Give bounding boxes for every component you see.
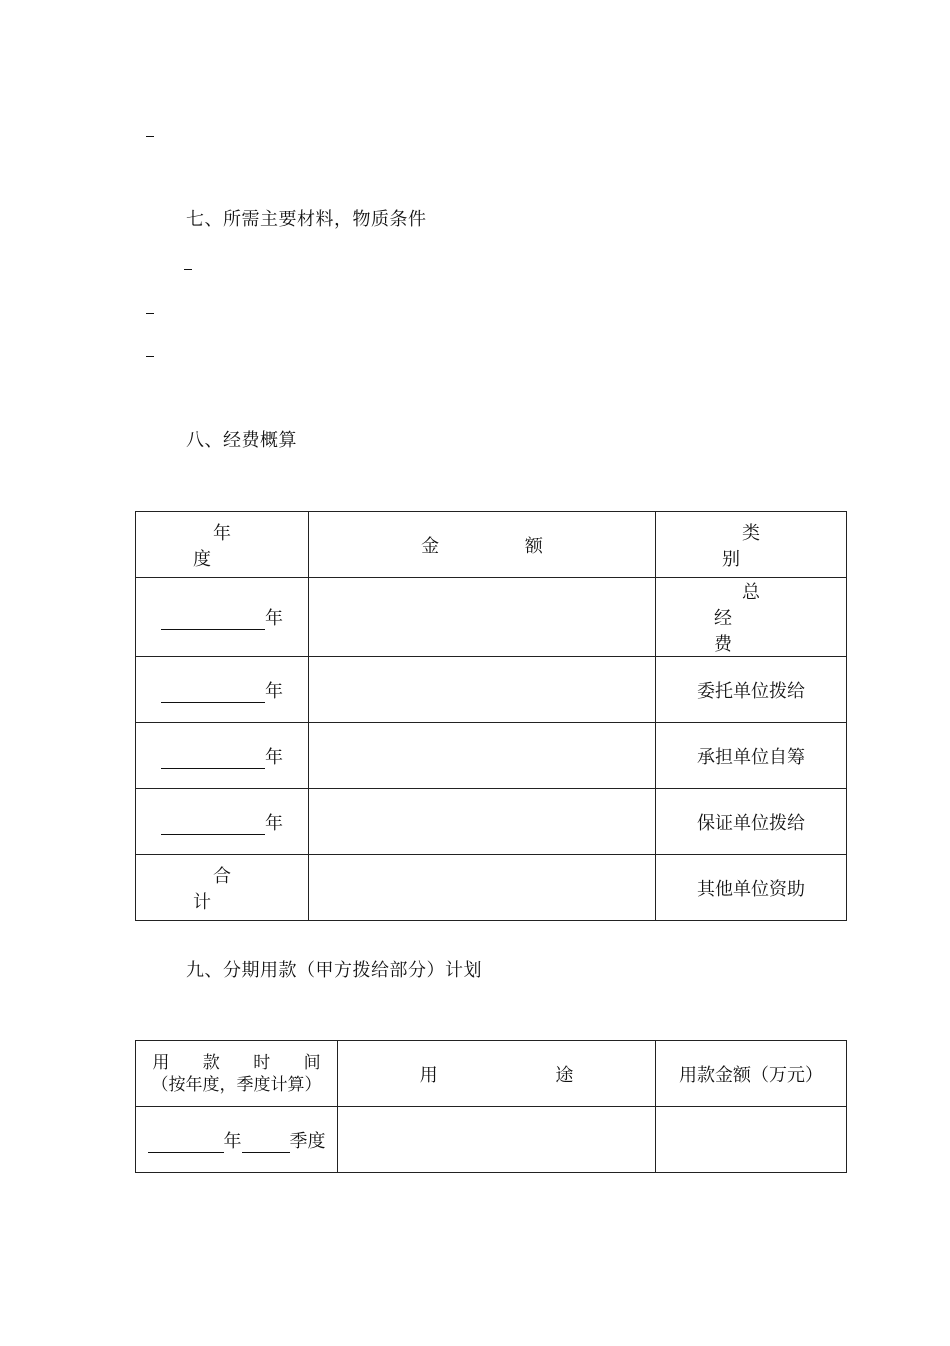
dash-mark <box>146 136 154 137</box>
header-usage: 用 途 <box>338 1041 656 1107</box>
amount-cell[interactable] <box>309 789 656 855</box>
section7-heading: 七、所需主要材料，物质条件 <box>186 209 427 230</box>
usage-cell[interactable] <box>338 1107 656 1173</box>
category-cell: 其他单位资助 <box>656 855 847 921</box>
time-cell[interactable]: 年 季度 <box>136 1107 338 1173</box>
table-row <box>136 1107 847 1173</box>
table-row <box>136 657 847 723</box>
category-cell: 承担单位自筹 <box>656 723 847 789</box>
amount-cell[interactable] <box>309 578 656 657</box>
amount-cell[interactable] <box>656 1107 847 1173</box>
header-amount: 金 额 <box>309 512 656 578</box>
dash-mark <box>184 269 192 270</box>
table-row <box>136 789 847 855</box>
table-header-row <box>136 512 847 578</box>
amount-cell[interactable] <box>309 723 656 789</box>
table-header-row <box>136 1041 847 1107</box>
amount-cell[interactable] <box>309 657 656 723</box>
section8-heading: 八、经费概算 <box>186 430 297 451</box>
category-cell: 总 经 费 <box>656 578 847 657</box>
payment-table <box>135 1040 847 1173</box>
table-row <box>136 723 847 789</box>
total-label-cell: 合 计 <box>136 855 309 921</box>
header-year: 年 度 <box>136 512 309 578</box>
header-amount: 用款金额（万元） <box>656 1041 847 1107</box>
year-cell[interactable]: 年 <box>136 723 309 789</box>
year-cell[interactable]: 年 <box>136 657 309 723</box>
dash-mark <box>146 313 154 314</box>
category-cell: 委托单位拨给 <box>656 657 847 723</box>
budget-table <box>135 511 847 921</box>
header-category: 类 别 <box>656 512 847 578</box>
amount-cell[interactable] <box>309 855 656 921</box>
dash-mark <box>146 356 154 357</box>
year-cell[interactable]: 年 <box>136 578 309 657</box>
section9-heading: 九、分期用款（甲方拨给部分）计划 <box>186 960 482 981</box>
header-time: 用 款 时 间 （按年度，季度计算） <box>136 1041 338 1107</box>
category-cell: 保证单位拨给 <box>656 789 847 855</box>
table-row <box>136 855 847 921</box>
table-row <box>136 578 847 657</box>
year-cell[interactable]: 年 <box>136 789 309 855</box>
